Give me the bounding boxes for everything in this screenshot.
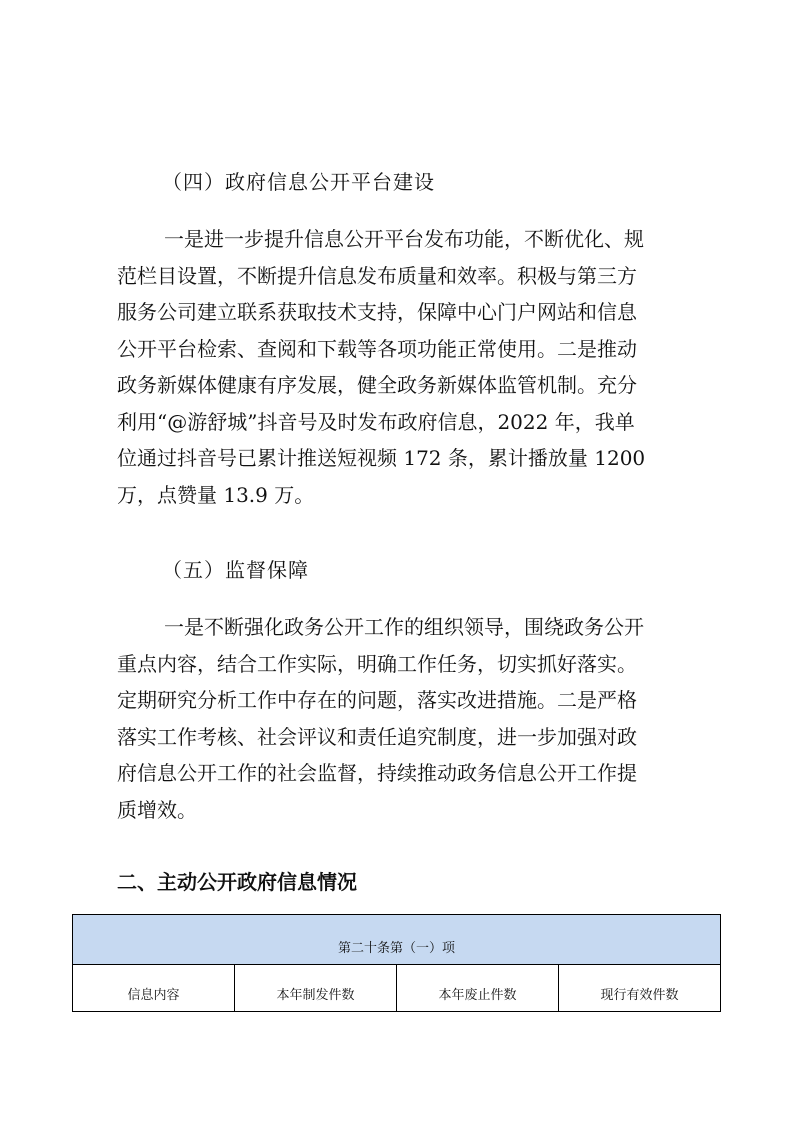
table-header-cell: 信息内容 [73,965,235,1012]
disclosure-table [72,914,721,1012]
section-heading-platform: （四）政府信息公开平台建设 [162,170,435,194]
paragraph-platform [117,221,717,513]
paragraph-line: 利用“@游舒城”抖音号及时发布政府信息，2022 年，我单 [117,409,635,434]
paragraph-line: 公开平台检索、查阅和下载等各项功能正常使用。二是推动 [117,336,637,361]
paragraph-line: 落实工作考核、社会评议和责任追究制度，进一步加强对政 [117,724,637,749]
paragraph-line: 万，点赞量 13.9 万。 [117,482,315,507]
paragraph-line: 范栏目设置，不断提升信息发布质量和效率。积极与第三方 [117,263,637,288]
paragraph-line: 定期研究分析工作中存在的问题，落实改进措施。二是严格 [117,688,637,712]
paragraph-line: 政务新媒体健康有序发展，健全政务新媒体监管机制。充分 [117,373,637,397]
section-heading-supervision: （五）监督保障 [162,558,309,582]
table-header-cell: 本年制发件数 [235,965,397,1012]
paragraph-line: 一是不断强化政务公开工作的组织领导，围绕政务公开 [164,615,644,639]
table-title: 第二十条第（一）项 [73,915,721,965]
paragraph-line: 重点内容，结合工作实际，明确工作任务，切实抓好落实。 [117,651,637,676]
paragraph-line: 质增效。 [117,797,197,822]
table-header-cell: 本年废止件数 [397,965,559,1012]
table-title-row [73,915,721,965]
paragraph-line: 服务公司建立联系获取技术支持，保障中心门户网站和信息 [117,300,637,324]
table-header-cell: 现行有效件数 [559,965,721,1012]
paragraph-supervision [117,609,717,828]
section-heading-active-disclosure: 二、主动公开政府信息情况 [117,870,357,894]
paragraph-line: 一是进一步提升信息公开平台发布功能，不断优化、规 [164,227,644,251]
table-header-row [73,965,721,1012]
paragraph-line: 府信息公开工作的社会监督，持续推动政务信息公开工作提 [117,761,637,785]
paragraph-line: 位通过抖音号已累计推送短视频 172 条，累计播放量 1200 [117,446,646,470]
